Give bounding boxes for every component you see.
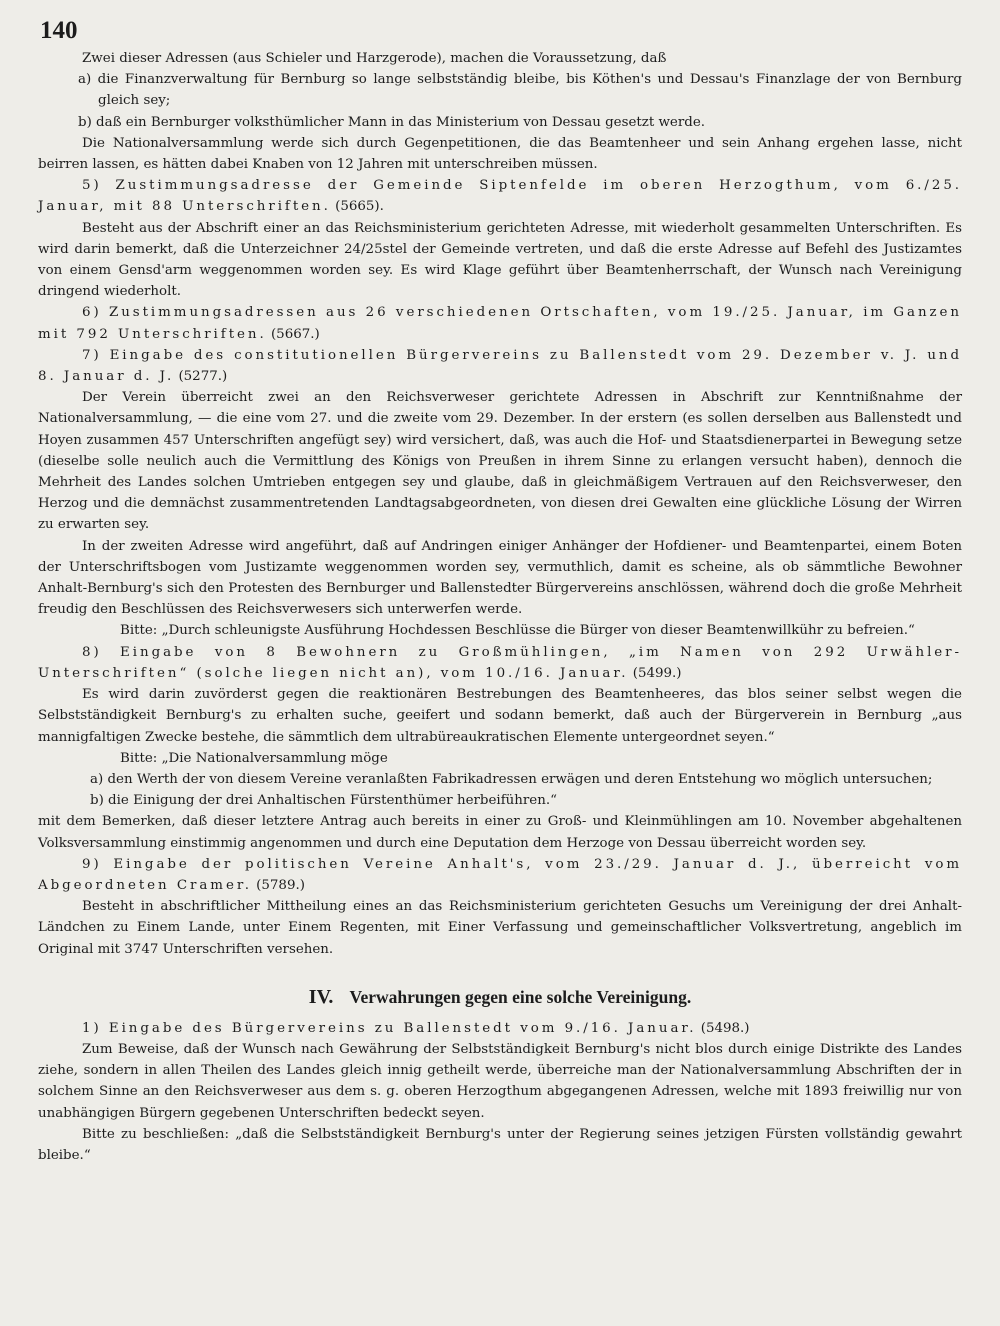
item-8-request: Bitte: „Die Nationalversammlung möge — [120, 750, 388, 766]
item-9-number: (5789.) — [256, 877, 305, 893]
item-8-body: Es wird darin zuvörderst gegen die reaktionären Bestrebungen des Beamtenheeres, das blos seiner selbst wegen die Selbstständigkeit Bernburg's zu erhalten suche, geeifert und sodann bemerkt, daß auch der Bürgerverein in Bernburg „aus mannigfaltigen Zwecke bestehe, die sämmtlich dem ultrabüreaukratischen Elemente untergeordnet seyen.“ — [38, 687, 962, 745]
item-5-title: 5) Zustimmungsadresse der Gemeinde Siptenfelde im oberen Herzogthum, vom 6./25. Januar, mit 88 Unterschriften. — [38, 178, 962, 215]
item-7-request: Bitte: „Durch schleunigste Ausführung Hochdessen Beschlüsse die Bürger von dieser Beamtenwillkühr zu befreien.“ — [120, 623, 915, 639]
item-8-request-b: b) die Einigung der drei Anhaltischen Fürstenthümer herbeiführen.“ — [90, 793, 557, 809]
section-iv-title: Verwahrungen gegen eine solche Vereinigung. — [349, 986, 692, 1007]
section-iv-number: IV. — [308, 985, 334, 1008]
section-iv-heading — [38, 986, 962, 1008]
item-9-heading — [38, 854, 962, 896]
list-item-a: a) die Finanzverwaltung für Bernburg so lange selbstständig bleibe, bis Köthen's und Dessau's Finanzlage der von Bernburg gleich sey; — [78, 72, 962, 109]
item-7-heading — [38, 345, 962, 387]
section-iv-item-1-request: Bitte zu beschließen: „daß die Selbstständigkeit Bernburg's unter der Regierung seines jetzigen Fürsten vollständig gewahrt bleibe.“ — [38, 1126, 962, 1163]
item-6-number: (5667.) — [270, 326, 320, 342]
paragraph-intro: Zwei dieser Adressen (aus Schieler und Harzgerode), machen die Voraussetzung, daß — [82, 51, 667, 66]
section-iv-item-1-body: Zum Beweise, daß der Wunsch nach Gewährung der Selbstständigkeit Bernburg's nicht blos durch einige Distrikte des Landes ziehe, sondern in allen Theilen des Landes gleich innig getheilt werde, überreiche man der Nationalversammlung Abschriften der in solchem Sinne an den Reichsverweser aus dem s. g. oberen Herzogthum abgegangenen Adressen, welche mit 1893 freiwillig nur von unabhängigen Bürgern gegebenen Unterschriften bedeckt seyen. — [38, 1041, 962, 1121]
list-item-b: b) daß ein Bernburger volksthümlicher Mann in das Ministerium von Dessau gesetzt werde. — [78, 114, 705, 130]
item-5-body: Besteht aus der Abschrift einer an das Reichsministerium gerichteten Adresse, mit wiederholt gesammelten Unterschriften. Es wird darin bemerkt, daß die Unterzeichner 24/25stel der Gemeinde vertreten, und daß die erste Adresse auf Befehl des Justizamtes von einem Gensd'arm weggenommen worden sey. Es wird Klage geführt über Beamtenherrschaft, der Wunsch nach Vereinigung dringend wiederholt. — [38, 220, 962, 300]
item-5-number: (5665). — [335, 199, 384, 215]
section-iv-item-1-number: (5498.) — [700, 1020, 750, 1036]
item-6-title: 6) Zustimmungsadressen aus 26 verschiedenen Ortschaften, vom 19./25. Januar, im Ganzen mit 792 Unterschriften. — [38, 305, 962, 342]
item-6-heading — [38, 302, 962, 344]
paragraph-petitions: Die Nationalversammlung werde sich durch Gegenpetitionen, die das Beamtenheer und sein Anhang ergehen lasse, nicht beirren lassen, es hätten dabei Knaben von 12 Jahren mit unterschreiben müssen. — [38, 135, 962, 173]
item-7-title: 7) Eingabe des constitutionellen Bürgervereins zu Ballenstedt vom 29. Dezember v. J. und 8. Januar d. J. — [38, 347, 962, 385]
section-iv-item-1-title: 1) Eingabe des Bürgervereins zu Ballenstedt vom 9./16. Januar. — [82, 1020, 697, 1036]
item-8-heading — [38, 642, 962, 684]
item-7-body-first: Der Verein überreicht zwei an den Reichsverweser gerichtete Adressen in Abschrift zur Kenntnißnahme der Nationalversammlung, — die eine vom 27. und die zweite vom 29. Dezember. In der erstern (es sollen derselben aus Ballenstedt und Hoyen zusammen 457 Unterschriften angefügt sey) wird versichert, daß, was auch die Hof- und Staatsdienerpartei in Bewegung setze (dieselbe solle neulich auch die Vermittlung des Königs von Preußen in ihrem Sinne zu erlangen versucht haben), dennoch die Mehrheit des Landes solchen Umtrieben entgegen sey und glaube, daß in gleichmäßigem Vertrauen auf den Reichsverweser, den Herzog und die demnächst zusammentretenden Landtagsabgeordneten, von diesen drei Gewalten eine glückliche Lösung der Wirren zu erwarten sey. — [38, 390, 962, 533]
item-7-body-second: In der zweiten Adresse wird angeführt, daß auf Andringen einiger Anhänger der Hofdiener- und Beamtenpartei, einem Boten der Unterschriftsbogen vom Justizamte weggenommen worden sey, vermuthlich, damit es scheine, als ob sämmtliche Bewohner Anhalt-Bernburg's sich den Protesten des Bernburger und Ballenstedter Bürgervereins anschlössen, während doch die große Mehrheit freudig den Beschlüssen des Reichsverwesers sich unterwerfen werde. — [38, 538, 962, 618]
page-number: 140 — [40, 17, 78, 44]
section-iv-item-1-heading — [38, 1018, 962, 1039]
page-body — [38, 48, 962, 1166]
item-9-body: Besteht in abschriftlicher Mittheilung eines an das Reichsministerium gerichteten Gesuchs um Vereinigung der drei Anhalt-Ländchen zu Einem Lande, unter Einem Regenten, mit Einer Verfassung und gemeinschaftlicher Volksvertretung, angeblich im Original mit 3747 Unterschriften versehen. — [38, 899, 962, 957]
item-8-request-a: a) den Werth der von diesem Vereine veranlaßten Fabrikadressen erwägen und deren Entstehung wo möglich untersuchen; — [90, 771, 933, 787]
item-5-heading — [38, 175, 962, 217]
item-7-number: (5277.) — [178, 369, 228, 385]
item-8-number: (5499.) — [632, 665, 682, 681]
item-8-remark: mit dem Bemerken, daß dieser letztere Antrag auch bereits in einer zu Groß- und Kleinmühlingen am 10. November abgehaltenen Volksversammlung einstimmig angenommen und durch eine Deputation dem Herzoge von Dessau überreicht worden sey. — [38, 814, 962, 851]
item-8-title: 8) Eingabe von 8 Bewohnern zu Großmühlingen, „im Namen von 292 Urwähler-Unterschriften“ (solche liegen nicht an), vom 10./16. Januar. — [38, 644, 962, 681]
item-9-title: 9) Eingabe der politischen Vereine Anhalt's, vom 23./29. Januar d. J., überreicht vom Abgeordneten Cramer. — [38, 856, 962, 893]
